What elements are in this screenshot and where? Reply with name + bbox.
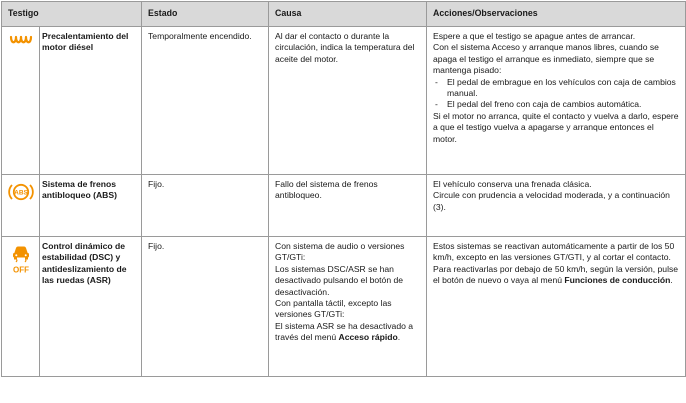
estado-cell: Temporalmente encendido. [142,27,269,175]
causa-menu-name: Acceso rápido [338,332,398,343]
acciones-bullet: - El pedal del freno con caja de cambios automática. [433,99,679,110]
causa-cell: Fallo del sistema de frenos antibloqueo. [269,175,427,237]
table-row [2,175,686,237]
header-testigo: Testigo [2,2,142,27]
estado-cell: Fijo. [142,175,269,237]
acciones-text: El vehículo conserva una frenada clásica. [433,179,592,189]
causa-text: Con sistema de audio o versiones GT/GTi: [275,241,405,263]
abs-icon-text: ABS [13,189,28,197]
causa-text-part: . [397,332,401,343]
glow-plug-icon [9,33,33,49]
acciones-text-part: Para reactivarlas por debajo de 50 km/h, según la versión, pulse el botón de nuevo o vaya al menú [433,263,679,286]
causa-cell: Al dar el contacto o durante la circulación, indica la temperatura del aceite del motor. [269,27,427,175]
estado-cell: Fijo. [142,237,269,377]
warning-name: Precalentamiento del motor diésel [40,27,142,175]
header-causa: Causa [269,2,427,27]
table-row [2,237,686,377]
acciones-cell [427,27,686,175]
acciones-cell [427,237,686,377]
icon-cell [2,175,40,237]
table-row [2,27,686,175]
acciones-text: Espere a que el testigo se apague antes de arrancar. [433,31,636,41]
acciones-cell [427,175,686,237]
causa-text: Con pantalla táctil, excepto las versiones GT/GTi: [275,298,392,320]
header-estado: Estado [142,2,269,27]
skid-off-icon [8,243,34,275]
warning-name: Control dinámico de estabilidad (DSC) y antideslizamiento de las ruedas (ASR) [40,237,142,377]
table-header-row [2,2,686,27]
acciones-menu-name: Funciones de conducción [564,275,671,286]
warning-lights-table [1,1,686,377]
acciones-text: Estos sistemas se reactivan automáticamente a partir de los 50 km/h, excepto en las versiones GT/GTI, y al cortar el contacto. [433,241,675,263]
acciones-bullet: - El pedal de embrague en los vehículos con caja de cambios manual. [433,77,679,100]
icon-cell [2,27,40,175]
causa-text [275,321,420,344]
header-acciones: Acciones/Observaciones [427,2,686,27]
warning-name: Sistema de frenos antibloqueo (ABS) [40,175,142,237]
acciones-text: Si el motor no arranca, quite el contacto y vuelva a darlo, espere a que el testigo vuelva a apagarse y arranque entonces el motor. [433,110,679,144]
acciones-text: Circule con prudencia a velocidad moderada, y a continuación (3). [433,190,670,212]
causa-text: Los sistemas DSC/ASR se han desactivado pulsando el botón de desactivación. [275,263,404,297]
acciones-text-part: . [670,275,673,286]
causa-cell [269,237,427,377]
skid-off-icon-text: OFF [12,265,29,275]
icon-cell [2,237,40,377]
acciones-text [433,264,679,287]
abs-icon [7,181,35,203]
acciones-text: Con el sistema Acceso y arranque manos libres, cuando se apaga el testigo el arranque es inmediato, siempre que se mantenga pisado: [433,42,659,76]
causa-text-part: El sistema ASR se ha desactivado a través del menú [275,320,414,343]
